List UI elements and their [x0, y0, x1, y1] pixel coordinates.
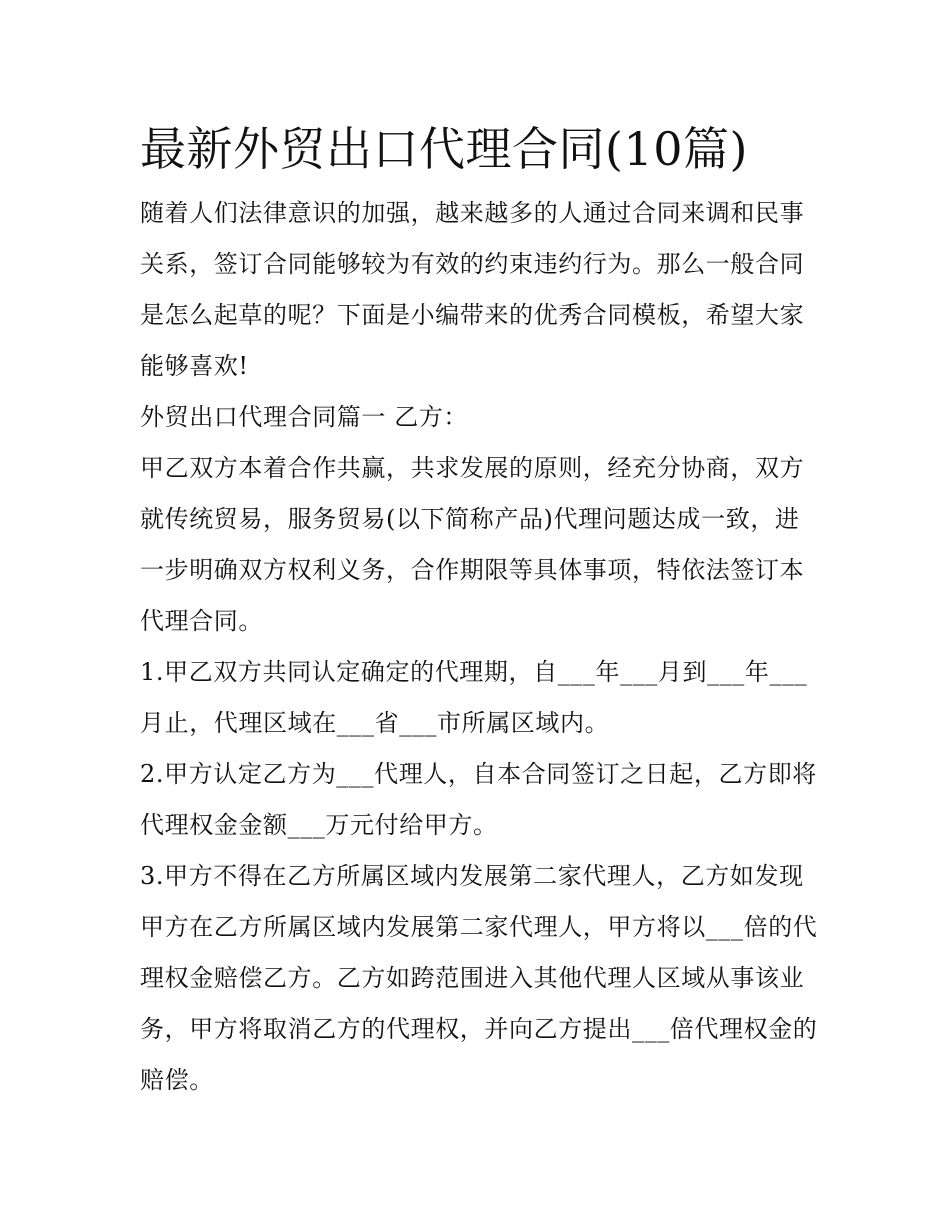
document-body	[140, 118, 820, 1106]
preamble-paragraph: 甲乙双方本着合作共赢，共求发展的原则，经充分协商，双方就传统贸易，服务贸易(以下简称产品)代理问题达成一致，进一步明确双方权利义务，合作期限等具体事项，特依法签订本代理合同。	[140, 454, 805, 635]
document-title: 最新外贸出口代理合同(10篇)	[140, 122, 748, 176]
section-heading-contract-one: 外贸出口代理合同篇一 乙方：	[140, 403, 469, 431]
clause-3: 3.甲方不得在乙方所属区域内发展第二家代理人，乙方如发现甲方在乙方所属区域内发展第二家代理人，甲方将以___倍的代理权金赔偿乙方。乙方如跨范围进入其他代理人区域从事该业务，甲方将取消乙方的代理权，并向乙方提出___倍代理权金的赔偿。	[140, 862, 818, 1094]
clause-1: 1.甲乙双方共同认定确定的代理期，自___年___月到___年___月止，代理区域在___省___市所属区域内。	[140, 658, 808, 737]
intro-paragraph: 随着人们法律意识的加强，越来越多的人通过合同来调和民事关系，签订合同能够较为有效的约束违约行为。那么一般合同是怎么起草的呢？下面是小编带来的优秀合同模板，希望大家能够喜欢!	[140, 199, 805, 380]
clause-2: 2.甲方认定乙方为___代理人，自本合同签订之日起，乙方即将代理权金金额___万元付给甲方。	[140, 760, 817, 839]
